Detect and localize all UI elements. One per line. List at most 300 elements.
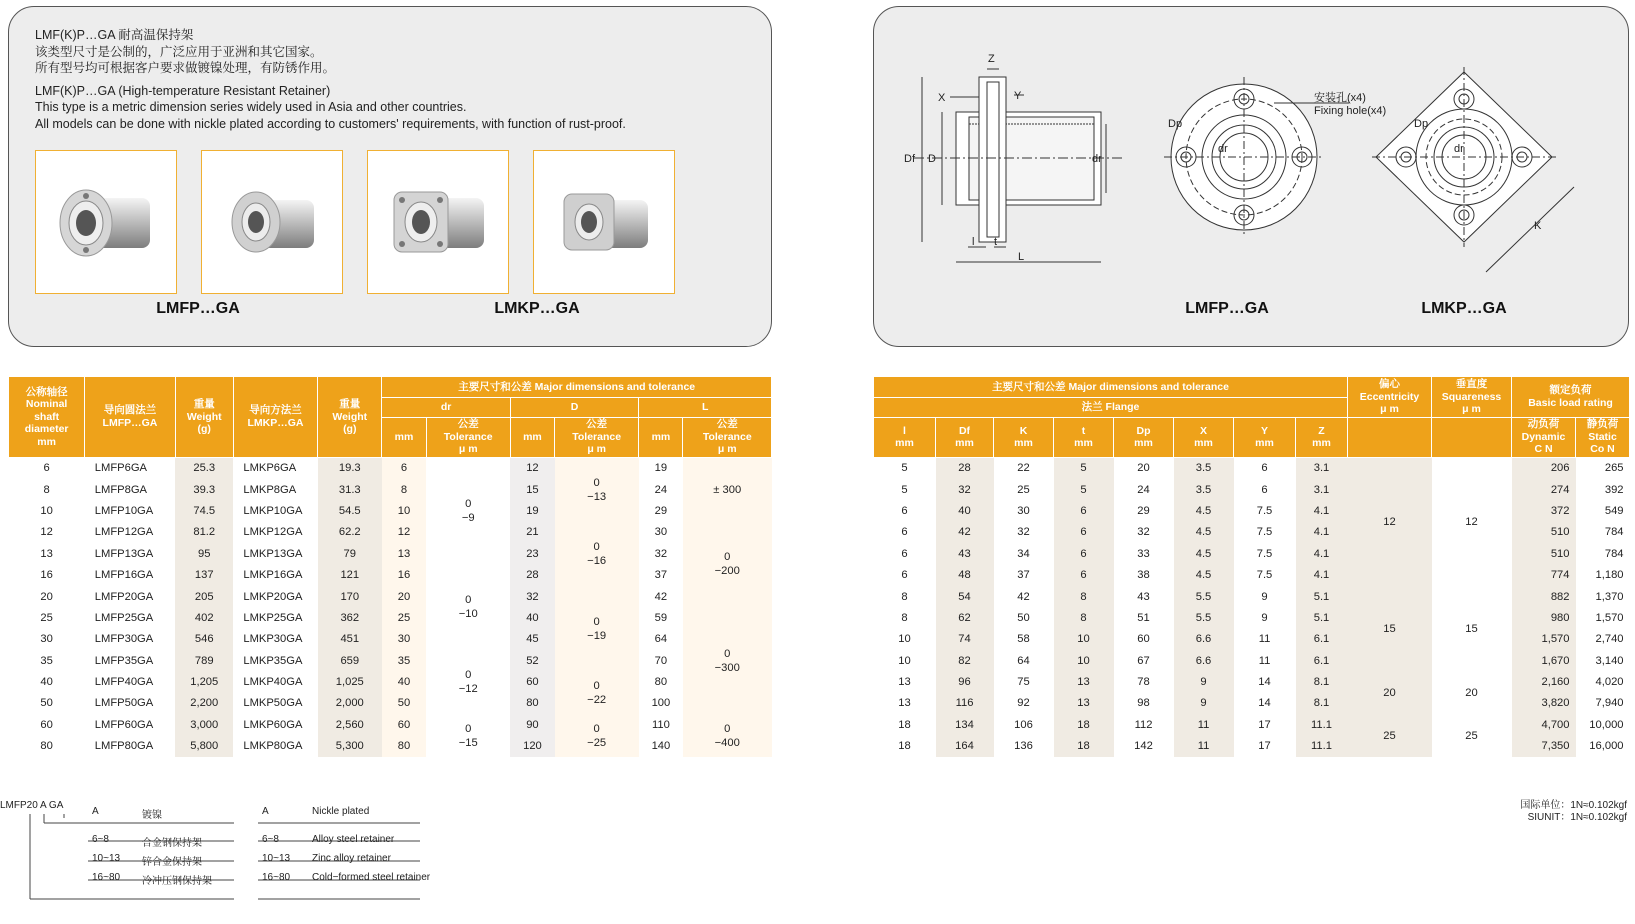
cell-y: 14 [1234,693,1296,714]
cell-D-mm: 32 [510,586,554,607]
cell-dr-mm: 10 [382,500,426,521]
legend-value: Zinc alloy retainer [312,853,391,864]
left-spec-table [8,377,772,757]
cell-dynamic: 882 [1512,586,1576,607]
cell-t: 8 [1054,586,1114,607]
cell-dp: 43 [1114,586,1174,607]
cell-l: 8 [874,586,936,607]
cell-dp: 98 [1114,693,1174,714]
label-dp-round: Dp [1168,118,1183,130]
table-row [9,479,772,500]
table-row [874,714,1630,735]
photo-lmkp-angle [533,150,675,294]
cell-dp: 38 [1114,564,1174,585]
cell-lmfp-model: LMFP25GA [85,607,175,628]
cell-t: 13 [1054,671,1114,692]
cell-x: 4.5 [1174,543,1234,564]
tol-dr-lower: −12 [458,683,478,696]
en-line-2: All models can be done with nickle plated according to customers' requirements, with function of rust-proof. [35,116,626,131]
cell-df: 164 [936,736,994,757]
tol-L [683,607,772,714]
tol-D [555,714,639,757]
cell-squareness: 25 [1432,714,1512,757]
h-col-dp [1114,417,1174,457]
cell-k: 50 [994,607,1054,628]
table-row [874,522,1630,543]
h-load: 额定负荷 Basic load rating [1512,377,1630,417]
cell-df: 134 [936,714,994,735]
tol-D-lower: −25 [587,736,607,749]
legend-value: 镀镍 [142,810,162,821]
cell-dr-mm: 35 [382,650,426,671]
cell-L-mm: 19 [639,457,683,479]
h-dr: dr [382,397,510,417]
cell-k: 136 [994,736,1054,757]
tol-D-upper: 0 [593,540,600,553]
h-col-unit: mm [1194,437,1213,449]
cell-weight-lmkp: 62.2 [318,522,382,543]
table-row [874,586,1630,607]
cell-k: 34 [994,543,1054,564]
cell-nominal: 50 [9,693,85,714]
cell-k: 42 [994,586,1054,607]
cell-D-mm: 80 [510,693,554,714]
cell-dp: 51 [1114,607,1174,628]
cell-df: 116 [936,693,994,714]
cell-lmkp-model: LMKP25GA [233,607,317,628]
cell-nominal: 60 [9,714,85,735]
cell-weight-lmkp: 5,300 [318,736,382,757]
cell-dynamic: 3,820 [1512,693,1576,714]
h-L: L [639,397,772,417]
photo-title-lmkp: LMKP…GA [494,300,580,317]
h-col-unit: mm [895,437,914,449]
cell-nominal: 13 [9,543,85,564]
cell-l: 6 [874,543,936,564]
cell-dr-mm: 30 [382,629,426,650]
cn-line-2: 所有型号均可根据客户要求做镀镍处理，有防锈作用。 [35,61,336,75]
cell-D-mm: 19 [510,500,554,521]
cell-z: 11.1 [1296,736,1348,757]
cell-l: 10 [874,629,936,650]
h-sq-blank [1432,417,1512,457]
cell-weight-lmfp: 3,000 [175,714,233,735]
cell-k: 64 [994,650,1054,671]
right-spec-table [873,377,1630,757]
cell-squareness: 20 [1432,671,1512,714]
cell-L-mm: 42 [639,586,683,607]
h-col-t [1054,417,1114,457]
cell-y: 6 [1234,479,1296,500]
legend-value: Cold−formed steel retainer [312,872,431,883]
cell-x: 5.5 [1174,586,1234,607]
cell-df: 43 [936,543,994,564]
technical-drawing [874,7,1626,307]
cell-dynamic: 372 [1512,500,1576,521]
cell-dr-mm: 8 [382,479,426,500]
legend-key: 10~13 [262,853,291,864]
h-load-line: 静负荷 [1586,418,1619,431]
cell-l: 13 [874,671,936,692]
intro-panel [8,6,772,347]
cell-y: 17 [1234,736,1296,757]
photo-lmfp-front [35,150,177,294]
cell-weight-lmfp: 5,800 [175,736,233,757]
h-mm-2: mm [510,417,554,457]
h-load-line: Static [1588,430,1617,443]
cell-x: 3.5 [1174,457,1234,479]
legend-value: 冷冲压钢保持架 [142,876,212,887]
tol-dr [426,650,510,714]
cell-y: 9 [1234,586,1296,607]
cell-nominal: 6 [9,457,85,479]
h-ecc: 偏心 Eccentricity μ m [1348,377,1432,417]
h-static [1576,417,1630,457]
cell-l: 6 [874,522,936,543]
cell-dynamic: 274 [1512,479,1576,500]
cell-z: 5.1 [1296,607,1348,628]
cell-l: 5 [874,479,936,500]
tol-L-lower: −200 [714,565,740,578]
cell-l: 10 [874,650,936,671]
h-col-unit: mm [1074,437,1093,449]
cell-weight-lmfp: 1,205 [175,671,233,692]
cell-x: 11 [1174,714,1234,735]
cell-z: 8.1 [1296,693,1348,714]
cell-lmkp-model: LMKP35GA [233,650,317,671]
h-col-name: Y [1260,424,1268,437]
tol-L: ± 300 [683,457,772,522]
cell-L-mm: 64 [639,629,683,650]
cell-x: 5.5 [1174,607,1234,628]
cell-nominal: 40 [9,671,85,692]
cell-weight-lmkp: 362 [318,607,382,628]
tol-D-upper: 0 [593,476,600,489]
tol-D-upper: 0 [593,615,600,628]
cell-t: 13 [1054,693,1114,714]
cell-dr-mm: 25 [382,607,426,628]
cell-lmfp-model: LMFP13GA [85,543,175,564]
h-tol-2: 公差 Tolerance μ m [555,417,639,457]
label-l-small: l [972,236,975,248]
cell-z: 4.1 [1296,543,1348,564]
cell-weight-lmfp: 39.3 [175,479,233,500]
h-col-name: K [1019,424,1028,437]
cell-dp: 33 [1114,543,1174,564]
h-col-unit: mm [1134,437,1153,449]
cell-t: 5 [1054,457,1114,479]
tol-dr-upper: 0 [465,669,472,682]
h-round: 导向圆法兰 LMFP…GA [85,377,175,457]
tol-D [555,586,639,672]
cell-lmkp-model: LMKP40GA [233,671,317,692]
tol-dr [426,564,510,650]
cell-lmfp-model: LMFP80GA [85,736,175,757]
cell-L-mm: 110 [639,714,683,735]
cell-squareness: 15 [1432,586,1512,672]
h-square: 导向方法兰 LMKP…GA [233,377,317,457]
cell-lmfp-model: LMFP20GA [85,586,175,607]
cn-title: LMF(K)P…GA 耐高温保持架 [35,28,194,42]
cell-lmfp-model: LMFP12GA [85,522,175,543]
h-dynamic [1512,417,1576,457]
table-row [9,650,772,671]
cell-eccentricity: 12 [1348,457,1432,586]
cell-x: 9 [1174,671,1234,692]
legend-code: LMFP20 A GA [0,800,64,811]
tol-D [555,522,639,586]
legend-value: 锌合金保持架 [142,857,202,868]
cell-x: 4.5 [1174,522,1234,543]
cell-squareness: 12 [1432,457,1512,586]
table-row [874,564,1630,585]
cell-dr-mm: 60 [382,714,426,735]
cell-z: 4.1 [1296,522,1348,543]
cell-dr-mm: 16 [382,564,426,585]
cell-dr-mm: 80 [382,736,426,757]
cell-lmkp-model: LMKP8GA [233,479,317,500]
h-mm-3: mm [639,417,683,457]
cell-dr-mm: 13 [382,543,426,564]
cell-weight-lmkp: 1,025 [318,671,382,692]
intro-text [35,27,626,132]
cell-D-mm: 28 [510,564,554,585]
h-load-line: C N [1534,443,1553,456]
cell-D-mm: 120 [510,736,554,757]
cell-x: 4.5 [1174,564,1234,585]
cell-l: 6 [874,564,936,585]
label-dr-round: dr [1218,143,1228,155]
h-col-k [994,417,1054,457]
cell-lmkp-model: LMKP60GA [233,714,317,735]
cell-dynamic: 4,700 [1512,714,1576,735]
table-row [9,500,772,521]
cell-lmkp-model: LMKP50GA [233,693,317,714]
cell-t: 10 [1054,629,1114,650]
legend-key: A [262,806,269,817]
cell-nominal: 12 [9,522,85,543]
table-row [874,629,1630,650]
cell-lmfp-model: LMFP10GA [85,500,175,521]
legend-key: A [92,806,99,817]
label-df: Df [904,153,915,165]
cell-nominal: 25 [9,607,85,628]
tol-D-upper: 0 [593,679,600,692]
tol-D-lower: −13 [587,490,607,503]
cell-z: 6.1 [1296,650,1348,671]
cell-D-mm: 40 [510,607,554,628]
cell-static: 10,000 [1576,714,1630,735]
table-row [9,586,772,607]
h-major-right: 主要尺寸和公差 Major dimensions and tolerance [874,377,1348,397]
cell-z: 3.1 [1296,479,1348,500]
cell-static: 2,740 [1576,629,1630,650]
cell-D-mm: 23 [510,543,554,564]
cell-D-mm: 60 [510,671,554,692]
cell-dynamic: 1,670 [1512,650,1576,671]
cell-y: 11 [1234,650,1296,671]
cell-dp: 112 [1114,714,1174,735]
cell-x: 4.5 [1174,500,1234,521]
tol-D-lower: −22 [587,693,607,706]
cell-x: 9 [1174,693,1234,714]
cell-l: 6 [874,500,936,521]
cn-line-1: 该类型尺寸是公制的，广泛应用于亚洲和其它国家。 [35,44,323,59]
cell-static: 3,140 [1576,650,1630,671]
legend-key: 16~80 [262,872,291,883]
tol-D [555,457,639,522]
cell-weight-lmkp: 79 [318,543,382,564]
tol-dr-upper: 0 [465,722,472,735]
table-row [874,650,1630,671]
table-row [9,522,772,543]
legend-key: 16~80 [92,872,121,883]
cell-l: 18 [874,736,936,757]
label-x: X [938,92,946,104]
cell-weight-lmkp: 121 [318,564,382,585]
cell-lmfp-model: LMFP30GA [85,629,175,650]
cell-y: 17 [1234,714,1296,735]
label-d: D [928,153,936,165]
cell-x: 11 [1174,736,1234,757]
cell-dp: 67 [1114,650,1174,671]
label-l-big: L [1018,251,1025,263]
tol-dr-upper: 0 [465,594,472,607]
cell-static: 1,570 [1576,607,1630,628]
cell-lmkp-model: LMKP12GA [233,522,317,543]
cell-k: 30 [994,500,1054,521]
cell-dp: 29 [1114,500,1174,521]
cell-lmfp-model: LMFP60GA [85,714,175,735]
h-col-df [936,417,994,457]
cell-weight-lmfp: 25.3 [175,457,233,479]
label-k: K [1534,220,1542,232]
cell-x: 6.6 [1174,629,1234,650]
cell-L-mm: 37 [639,564,683,585]
cell-weight-lmfp: 205 [175,586,233,607]
cell-y: 6 [1234,457,1296,479]
tol-D-lower: −19 [587,629,607,642]
cell-t: 6 [1054,522,1114,543]
cell-weight-lmkp: 19.3 [318,457,382,479]
table-row [874,543,1630,564]
cell-y: 11 [1234,629,1296,650]
cell-z: 11.1 [1296,714,1348,735]
cell-static: 265 [1576,457,1630,479]
cell-z: 4.1 [1296,500,1348,521]
cell-dp: 60 [1114,629,1174,650]
cell-k: 32 [994,522,1054,543]
cell-weight-lmkp: 2,560 [318,714,382,735]
cell-dynamic: 1,570 [1512,629,1576,650]
cell-k: 58 [994,629,1054,650]
tol-L-lower: −400 [714,736,740,749]
cell-df: 28 [936,457,994,479]
cell-nominal: 8 [9,479,85,500]
h-weight-1: 重量 Weight (g) [175,377,233,457]
tol-L-lower: −300 [714,661,740,674]
table-row [874,693,1630,714]
cell-eccentricity: 20 [1348,671,1432,714]
cell-t: 6 [1054,500,1114,521]
unit-note-cn: 国际单位：1N≈0.102kgf [1520,800,1627,811]
cell-l: 13 [874,693,936,714]
legend-key: 10~13 [92,853,121,864]
h-D: D [510,397,638,417]
cell-k: 92 [994,693,1054,714]
legend-value: Alloy steel retainer [312,834,395,845]
table-row [874,607,1630,628]
cell-k: 106 [994,714,1054,735]
cell-nominal: 10 [9,500,85,521]
cell-k: 22 [994,457,1054,479]
unit-note [1520,800,1627,824]
cell-static: 7,940 [1576,693,1630,714]
cell-x: 6.6 [1174,650,1234,671]
tol-D [555,671,639,714]
cell-dynamic: 510 [1512,522,1576,543]
cell-y: 9 [1234,607,1296,628]
cell-df: 74 [936,629,994,650]
cell-L-mm: 30 [639,522,683,543]
cell-l: 8 [874,607,936,628]
tol-L [683,522,772,608]
cell-static: 1,370 [1576,586,1630,607]
cell-D-mm: 12 [510,457,554,479]
h-col-x [1174,417,1234,457]
cell-lmfp-model: LMFP50GA [85,693,175,714]
cell-y: 7.5 [1234,500,1296,521]
h-col-unit: mm [1312,437,1331,449]
cell-weight-lmkp: 54.5 [318,500,382,521]
cell-L-mm: 24 [639,479,683,500]
cell-dynamic: 980 [1512,607,1576,628]
cell-dynamic: 774 [1512,564,1576,585]
cell-weight-lmkp: 2,000 [318,693,382,714]
cell-t: 8 [1054,607,1114,628]
cell-dp: 20 [1114,457,1174,479]
tol-dr-lower: −10 [458,608,478,621]
cell-static: 4,020 [1576,671,1630,692]
cell-lmkp-model: LMKP80GA [233,736,317,757]
cell-weight-lmkp: 659 [318,650,382,671]
table-row [9,543,772,564]
cell-lmfp-model: LMFP6GA [85,457,175,479]
cell-weight-lmfp: 789 [175,650,233,671]
cell-df: 40 [936,500,994,521]
cell-dynamic: 206 [1512,457,1576,479]
h-col-z [1296,417,1348,457]
table-row [9,607,772,628]
cell-L-mm: 140 [639,736,683,757]
cell-z: 8.1 [1296,671,1348,692]
h-col-unit: mm [955,437,974,449]
cell-lmfp-model: LMFP8GA [85,479,175,500]
photo-lmkp-front [367,150,509,294]
cell-dr-mm: 40 [382,671,426,692]
cell-weight-lmfp: 137 [175,564,233,585]
cell-t: 18 [1054,736,1114,757]
cell-static: 549 [1576,500,1630,521]
cell-lmfp-model: LMFP40GA [85,671,175,692]
diagram-title-lmfp: LMFP…GA [1185,300,1269,317]
cell-y: 7.5 [1234,522,1296,543]
cell-static: 1,180 [1576,564,1630,585]
cell-y: 7.5 [1234,564,1296,585]
label-fix-en: Fixing hole(x4) [1314,105,1387,117]
cell-L-mm: 100 [639,693,683,714]
cell-df: 32 [936,479,994,500]
